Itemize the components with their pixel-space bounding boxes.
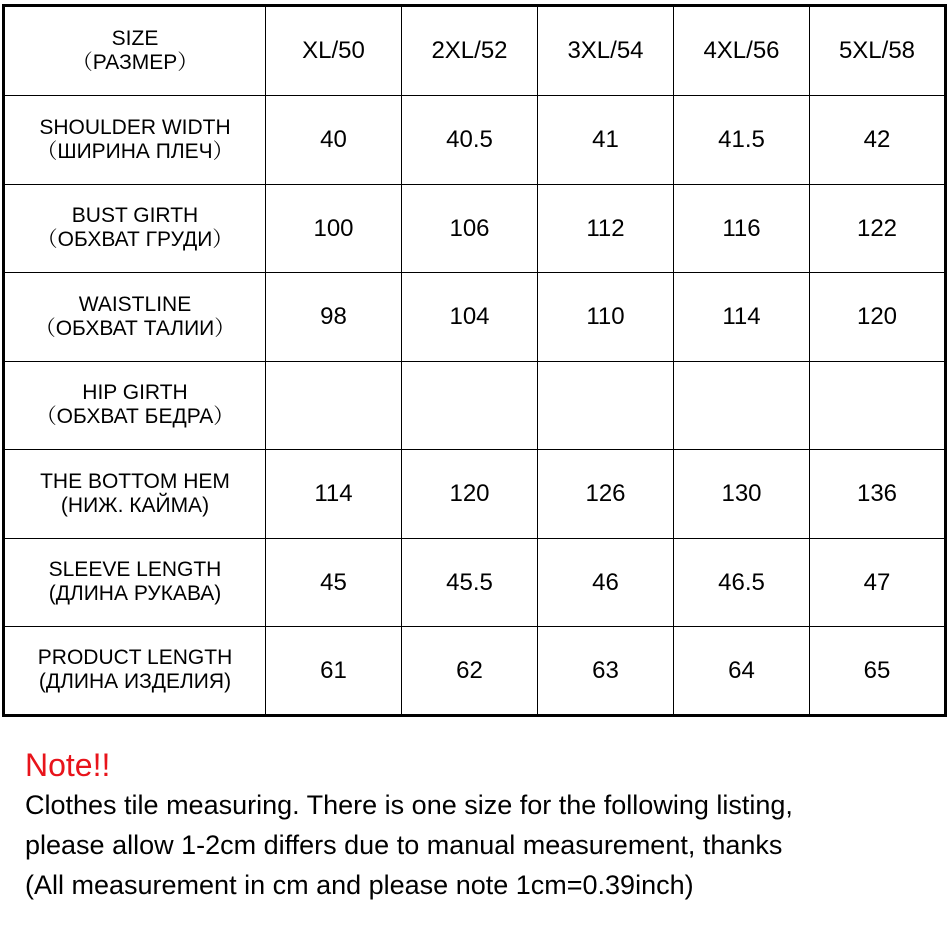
- row-label-ru: （ОБХВАТ БЕДРА）: [35, 405, 235, 429]
- measurement-cell: [810, 361, 946, 450]
- measurement-cell: [538, 361, 674, 450]
- size-chart-table: [2, 4, 947, 717]
- measurement-cell: 41.5: [674, 96, 810, 185]
- measurement-cell: 40: [266, 96, 402, 185]
- measurement-cell: 47: [810, 538, 946, 627]
- table-row-product-length: [4, 627, 946, 716]
- row-label-cell: [4, 538, 266, 627]
- measurement-cell: 41: [538, 96, 674, 185]
- note-line: Clothes tile measuring. There is one size for the following listing,: [25, 790, 793, 820]
- measurement-cell: [402, 361, 538, 450]
- measurement-cell: 126: [538, 450, 674, 539]
- measurement-cell: 46.5: [674, 538, 810, 627]
- measurement-cell: 112: [538, 184, 674, 273]
- size-column-header: 4XL/56: [674, 6, 810, 96]
- row-label-en: SLEEVE LENGTH: [48, 558, 222, 582]
- header-row: [4, 6, 946, 96]
- row-label-ru: (НИЖ. КАЙМА): [60, 493, 210, 517]
- size-column-header: XL/50: [266, 6, 402, 96]
- table-row-shoulder-width: [4, 96, 946, 185]
- measurement-cell: 122: [810, 184, 946, 273]
- row-label-ru: （ОБХВАТ ГРУДИ）: [36, 228, 234, 252]
- table-row-bust-girth: [4, 184, 946, 273]
- measurement-cell: [674, 361, 810, 450]
- measurement-cell: 40.5: [402, 96, 538, 185]
- table-row-hip-girth: [4, 361, 946, 450]
- row-label-cell: [4, 184, 266, 273]
- measurement-cell: [266, 361, 402, 450]
- note-section: [25, 745, 945, 905]
- size-header-en: SIZE: [111, 26, 159, 50]
- row-label-en: BUST GIRTH: [71, 204, 199, 228]
- measurement-cell: 106: [402, 184, 538, 273]
- size-column-header: 5XL/58: [810, 6, 946, 96]
- measurement-cell: 114: [266, 450, 402, 539]
- measurement-cell: 114: [674, 273, 810, 362]
- measurement-cell: 120: [402, 450, 538, 539]
- row-label-en: SHOULDER WIDTH: [39, 115, 231, 139]
- measurement-cell: 104: [402, 273, 538, 362]
- row-label-ru: （ШИРИНА ПЛЕЧ）: [36, 139, 234, 163]
- row-label-en: THE BOTTOM HEM: [40, 469, 230, 493]
- measurement-cell: 65: [810, 627, 946, 716]
- measurement-cell: 45: [266, 538, 402, 627]
- note-line: please allow 1-2cm differs due to manual measurement, thanks: [25, 830, 783, 860]
- measurement-cell: 136: [810, 450, 946, 539]
- row-label-cell: [4, 450, 266, 539]
- measurement-cell: 64: [674, 627, 810, 716]
- size-column-header: 2XL/52: [402, 6, 538, 96]
- measurement-cell: 120: [810, 273, 946, 362]
- row-label-ru: (ДЛИНА РУКАВА): [48, 582, 222, 606]
- measurement-cell: 46: [538, 538, 674, 627]
- row-label-cell: [4, 361, 266, 450]
- table-row-sleeve-length: [4, 538, 946, 627]
- note-line: (All measurement in cm and please note 1cm=0.39inch): [25, 870, 694, 900]
- row-label-cell: [4, 627, 266, 716]
- measurement-cell: 45.5: [402, 538, 538, 627]
- row-label-en: HIP GIRTH: [82, 381, 188, 405]
- measurement-cell: 98: [266, 273, 402, 362]
- row-label-en: PRODUCT LENGTH: [37, 646, 233, 670]
- measurement-cell: 100: [266, 184, 402, 273]
- table-row-bottom-hem: [4, 450, 946, 539]
- measurement-cell: 42: [810, 96, 946, 185]
- measurement-cell: 61: [266, 627, 402, 716]
- size-header-cell: [4, 6, 266, 96]
- measurement-cell: 63: [538, 627, 674, 716]
- row-label-en: WAISTLINE: [78, 292, 192, 316]
- measurement-cell: 116: [674, 184, 810, 273]
- measurement-cell: 130: [674, 450, 810, 539]
- row-label-ru: （ОБХВАТ ТАЛИИ）: [34, 316, 236, 340]
- table-row-waistline: [4, 273, 946, 362]
- note-title: Note!!: [25, 747, 111, 783]
- row-label-cell: [4, 96, 266, 185]
- row-label-ru: (ДЛИНА ИЗДЕЛИЯ): [38, 670, 232, 694]
- measurement-cell: 62: [402, 627, 538, 716]
- size-header-ru: （РАЗМЕР）: [71, 51, 199, 74]
- row-label-cell: [4, 273, 266, 362]
- measurement-cell: 110: [538, 273, 674, 362]
- size-column-header: 3XL/54: [538, 6, 674, 96]
